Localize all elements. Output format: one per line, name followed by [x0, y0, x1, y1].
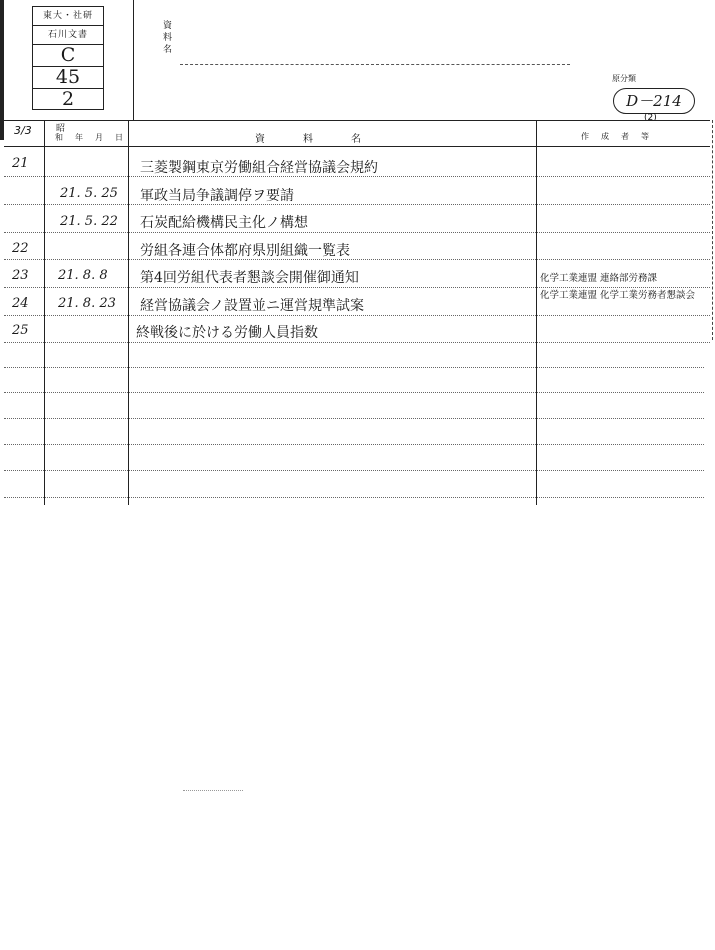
- document-name-label-3: 名: [163, 45, 173, 55]
- col-header-title: 資 料 名: [255, 134, 363, 145]
- classification-number: D－214: [613, 88, 695, 114]
- row-line: [4, 232, 710, 233]
- archive-series: C: [33, 45, 103, 67]
- row-number: 25: [12, 323, 29, 338]
- scan-speck: [183, 790, 243, 795]
- row-line: [4, 315, 710, 316]
- header-divider: [133, 0, 134, 120]
- row-author: 化学工業連盟 連絡部労務課: [540, 273, 658, 284]
- archive-item-number: 2: [61, 88, 75, 110]
- classification-label: 原分類: [612, 74, 636, 83]
- col-divider-1: [44, 120, 45, 505]
- row-line: [4, 342, 710, 343]
- row-line: [4, 204, 710, 205]
- col-divider-2: [128, 120, 129, 505]
- row-date: 21. 8. 23: [58, 296, 116, 311]
- row-title: 石炭配給機構民主化ノ構想: [140, 215, 308, 231]
- table-top-border: [4, 120, 710, 121]
- empty-row-line: [4, 470, 704, 471]
- document-name-label-1: 資: [163, 21, 173, 31]
- row-title: 三菱製鋼東京労働組合経営協議会規約: [140, 160, 378, 176]
- row-number: 22: [12, 241, 29, 256]
- row-date: 21. 5. 25: [60, 186, 118, 201]
- col-header-era: 昭: [56, 124, 66, 134]
- row-line: [4, 259, 710, 260]
- row-title: 終戦後に於ける労働人員指数: [136, 325, 318, 341]
- classification-subnumber: (2): [644, 113, 657, 123]
- empty-row-line: [4, 418, 704, 419]
- row-number: 21: [12, 156, 29, 171]
- col-header-author: 作 成 者 等: [581, 132, 651, 141]
- right-edge: [712, 120, 713, 340]
- empty-row-line: [4, 392, 704, 393]
- row-title: 軍政当局争議調停ヲ要請: [140, 188, 294, 204]
- row-date: 21. 5. 22: [60, 214, 118, 229]
- empty-row-line: [4, 367, 704, 368]
- empty-row-line: [4, 497, 704, 498]
- col-header-date: 和 年 月 日: [55, 133, 125, 142]
- archive-label-box: [32, 6, 104, 110]
- row-line: [4, 287, 710, 288]
- archive-institution: 東大・社研: [33, 7, 103, 26]
- row-title: 経営協議会ノ設置並ニ運営規準試案: [140, 298, 364, 314]
- archive-box-number: 45: [33, 67, 103, 89]
- col-divider-3: [536, 120, 537, 505]
- col-header-number: 3/3: [14, 124, 32, 137]
- row-title: 労組各連合体都府県別組織一覧表: [140, 243, 350, 259]
- document-name-label-2: 料: [163, 33, 173, 43]
- row-line: [4, 176, 710, 177]
- row-date: 21. 8. 8: [58, 268, 108, 283]
- header-bottom-border: [4, 146, 710, 147]
- row-title: 第4回労組代表者懇談会開催御通知: [140, 270, 359, 286]
- row-number: 23: [12, 268, 29, 283]
- document-name-line: [180, 64, 570, 65]
- binding-edge: [0, 0, 4, 140]
- row-author: 化学工業連盟 化学工業労務者懇談会: [540, 290, 696, 301]
- archive-collection: 石川文書: [33, 26, 103, 45]
- row-number: 24: [12, 296, 29, 311]
- empty-row-line: [4, 444, 704, 445]
- document-name-label: [163, 20, 172, 56]
